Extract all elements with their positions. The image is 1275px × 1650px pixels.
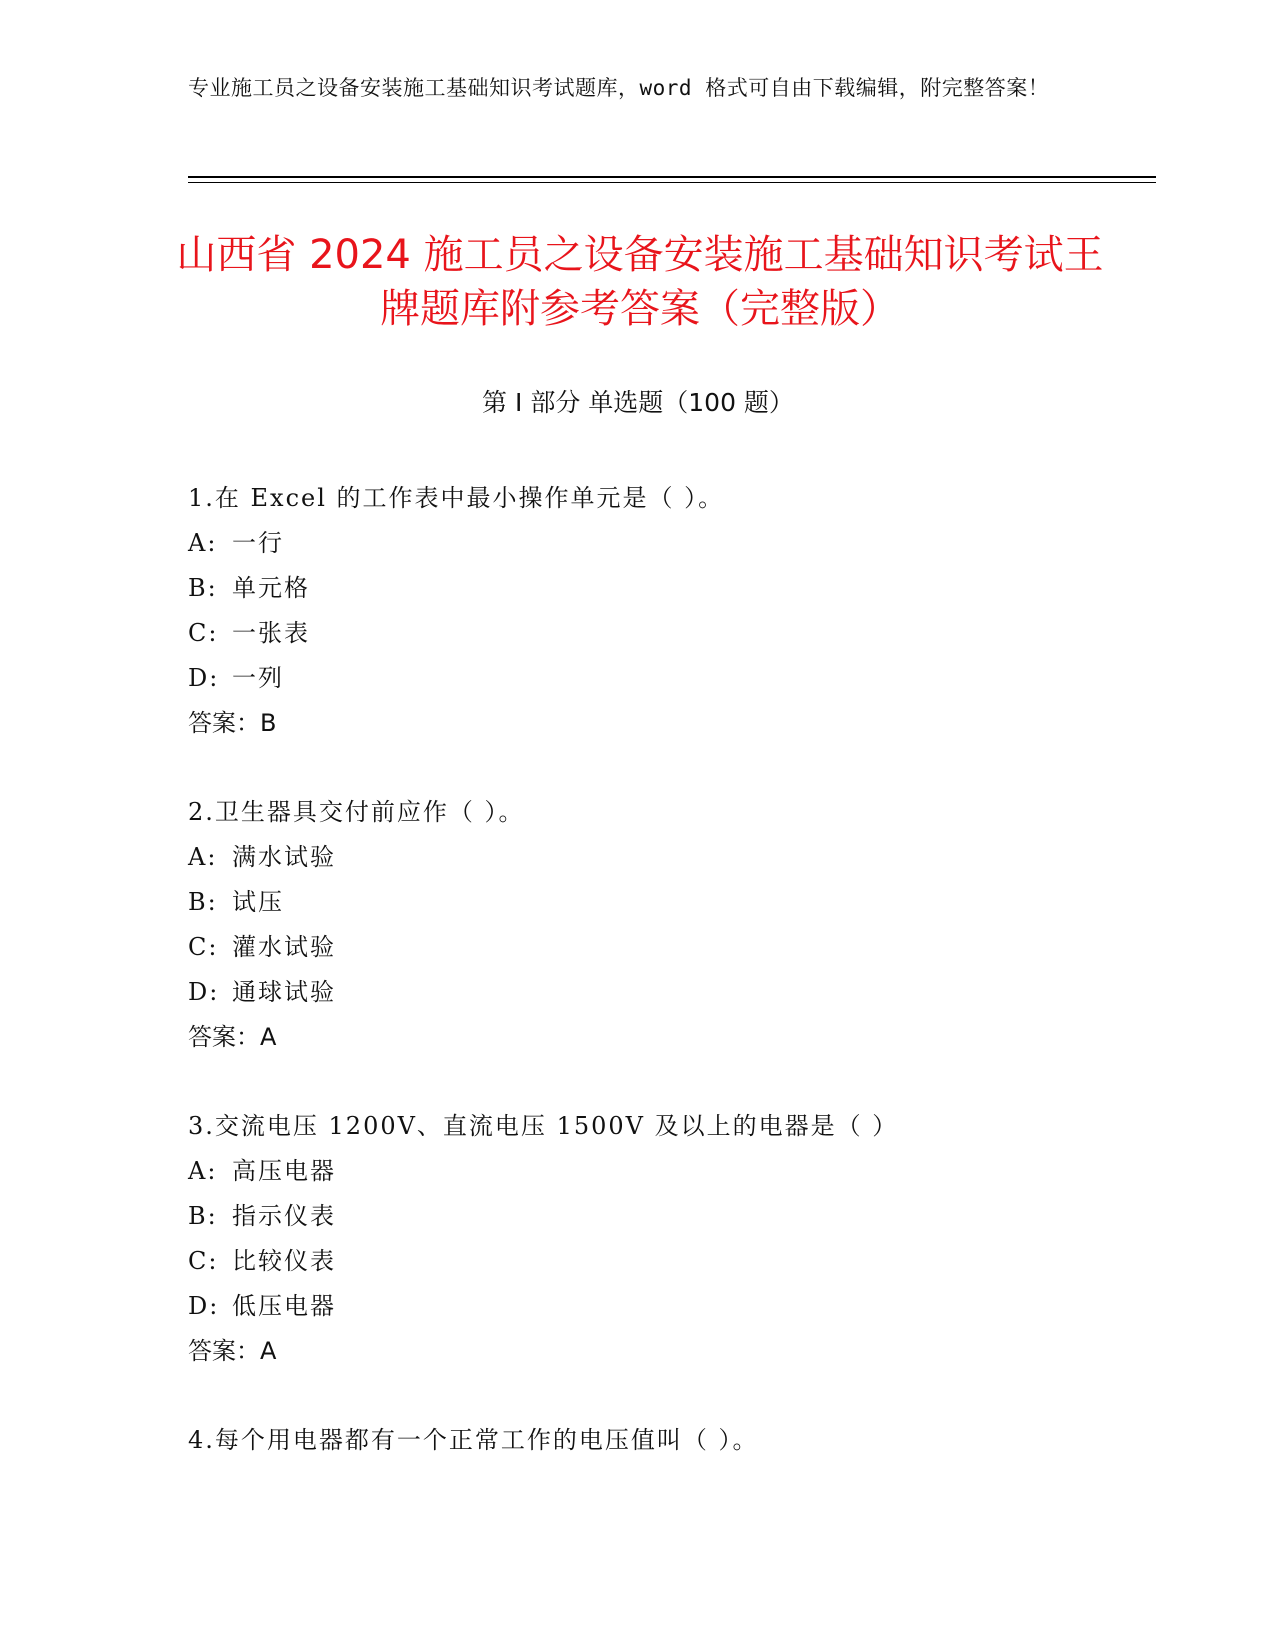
- question-4: [188, 1418, 1128, 1463]
- option-d: [188, 656, 1128, 701]
- option-b: [188, 880, 1128, 925]
- section-heading: 第 I 部分 单选题（100 题）: [482, 388, 794, 417]
- answer-line: 答案：A: [188, 1023, 277, 1051]
- option-letter: A:: [188, 1157, 218, 1185]
- question-stem: 2.卫生器具交付前应作（ ）。: [188, 798, 525, 826]
- question-2: [188, 790, 1128, 1060]
- option-letter: A:: [188, 843, 218, 871]
- option-d: [188, 970, 1128, 1015]
- option-c: [188, 1239, 1128, 1284]
- question-list: [188, 476, 1128, 1507]
- option-letter: C:: [188, 619, 219, 647]
- option-letter: B:: [188, 888, 218, 916]
- document-title: 山西省 2024 施工员之设备安装施工基础知识考试王牌题库附参考答案（完整版）: [176, 232, 1104, 332]
- option-letter: A:: [188, 529, 218, 557]
- option-text: 高压电器: [232, 1157, 336, 1185]
- option-b: [188, 1194, 1128, 1239]
- option-text: 低压电器: [232, 1292, 336, 1320]
- option-text: 满水试验: [232, 843, 336, 871]
- option-d: [188, 1284, 1128, 1329]
- header-divider-thin: [188, 182, 1156, 183]
- option-text: 单元格: [232, 574, 310, 602]
- option-a: [188, 835, 1128, 880]
- answer-line: 答案：A: [188, 1337, 277, 1365]
- option-letter: D:: [188, 664, 220, 692]
- option-letter: B:: [188, 1202, 218, 1230]
- option-a: [188, 521, 1128, 566]
- option-text: 一列: [232, 664, 284, 692]
- option-text: 比较仪表: [232, 1247, 336, 1275]
- option-letter: C:: [188, 933, 219, 961]
- question-stem: 3.交流电压 1200V、直流电压 1500V 及以上的电器是（ ）: [188, 1112, 899, 1140]
- answer-line: 答案：B: [188, 709, 277, 737]
- header-divider-thick: [188, 176, 1156, 178]
- header-note: 专业施工员之设备安装施工基础知识考试题库，word 格式可自由下载编辑，附完整答案！: [188, 76, 1050, 100]
- question-stem: 4.每个用电器都有一个正常工作的电压值叫（ ）。: [188, 1426, 759, 1454]
- option-text: 指示仪表: [232, 1202, 336, 1230]
- option-c: [188, 925, 1128, 970]
- question-3: [188, 1104, 1128, 1374]
- option-letter: D:: [188, 978, 220, 1006]
- option-letter: C:: [188, 1247, 219, 1275]
- option-text: 一行: [232, 529, 284, 557]
- option-b: [188, 566, 1128, 611]
- option-text: 灌水试验: [232, 933, 336, 961]
- option-a: [188, 1149, 1128, 1194]
- question-stem: 1.在 Excel 的工作表中最小操作单元是（ ）。: [188, 484, 725, 512]
- question-1: [188, 476, 1128, 746]
- option-c: [188, 611, 1128, 656]
- option-text: 试压: [232, 888, 284, 916]
- option-text: 通球试验: [232, 978, 336, 1006]
- option-letter: D:: [188, 1292, 220, 1320]
- option-letter: B:: [188, 574, 218, 602]
- option-text: 一张表: [232, 619, 310, 647]
